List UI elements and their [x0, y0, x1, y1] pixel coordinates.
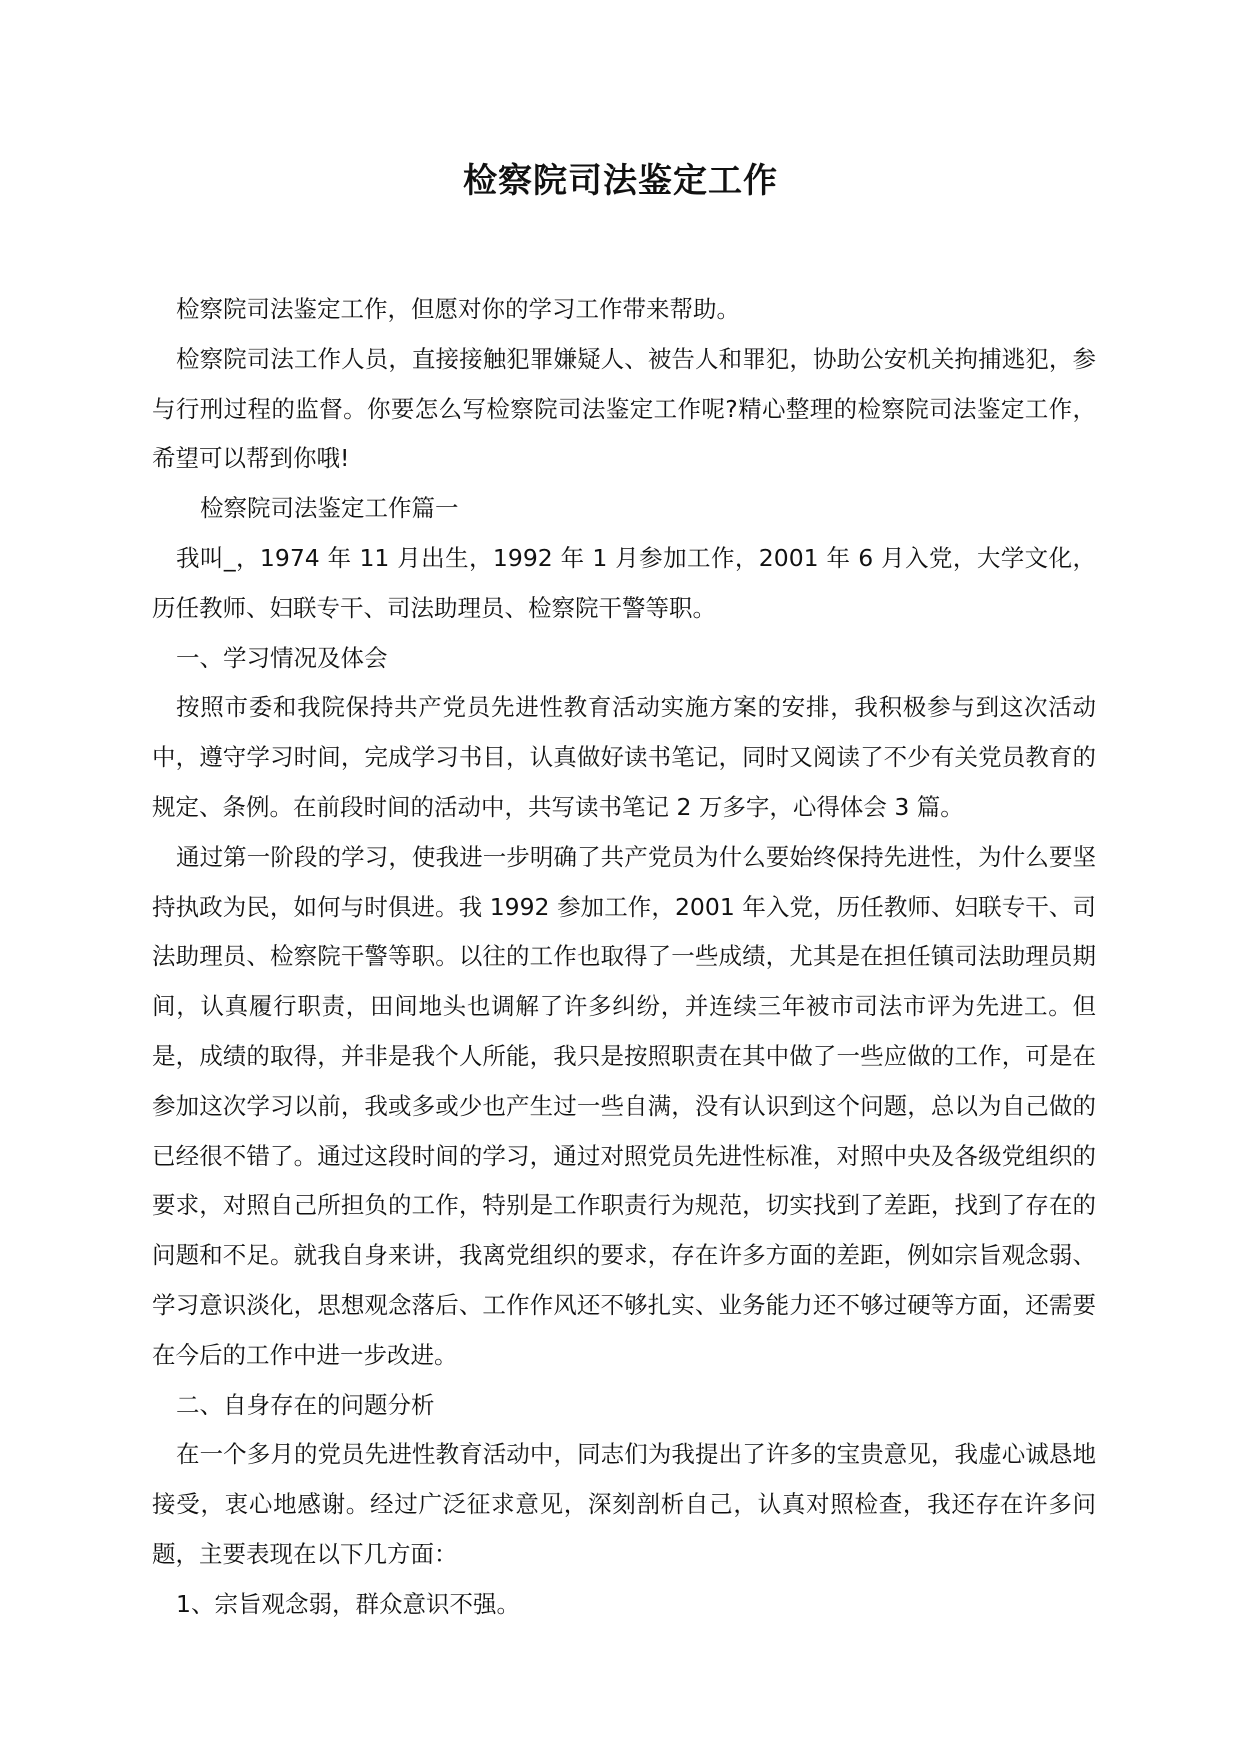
personal-info-paragraph: 我叫_，1974 年 11 月出生，1992 年 1 月参加工作，2001 年 6 月入党，大学文化，历任教师、妇联专干、司法助理员、检察院干警等职。 — [152, 543, 1096, 622]
section-heading-study: 一、学习情况及体会 — [176, 643, 388, 672]
problems-paragraph: 在一个多月的党员先进性教育活动中，同志们为我提出了许多的宝贵意见，我虚心诚恳地接受，衷心地感谢。经过广泛征求意见，深刻剖析自己，认真对照检查，我还存在许多问题，主要表现在以下几方面： — [152, 1440, 1096, 1568]
section-heading-part-one: 检察院司法鉴定工作篇一 — [200, 494, 459, 523]
document-title: 检察院司法鉴定工作 — [463, 161, 778, 201]
problem-item-1: 1、宗旨观念弱，群众意识不强。 — [176, 1589, 520, 1618]
section-heading-problems: 二、自身存在的问题分析 — [176, 1390, 435, 1419]
study-paragraph: 按照市委和我院保持共产党员先进性教育活动实施方案的安排，我积极参与到这次活动中，遵守学习时间，完成学习书目，认真做好读书笔记，同时又阅读了不少有关党员教育的规定、条例。在前段时间的活动中，共写读书笔记 2 万多字，心得体会 3 篇。 — [152, 693, 1096, 821]
document-body — [152, 285, 1096, 1630]
reflection-paragraph: 通过第一阶段的学习，使我进一步明确了共产党员为什么要始终保持先进性，为什么要坚持执政为民，如何与时俱进。我 1992 参加工作，2001 年入党，历任教师、妇联专干、司法助理员、检察院干警等职。以往的工作也取得了一些成绩，尤其是在担任镇司法助理员期间，认真履行职责，田间地头也调解了许多纠纷，并连续三年被市司法市评为先进工。但是，成绩的取得，并非是我个人所能，我只是按照职责在其中做了一些应做的工作，可是在参加这次学习以前，我或多或少也产生过一些自满，没有认识到这个问题，总以为自己做的已经很不错了。通过这段时间的学习，通过对照党员先进性标准，对照中央及各级党组织的要求，对照自己所担负的工作，特别是工作职责行为规范，切实找到了差距，找到了存在的问题和不足。就我自身来讲，我离党组织的要求，存在许多方面的差距，例如宗旨观念弱、学习意识淡化，思想观念落后、工作作风还不够扎实、业务能力还不够过硬等方面，还需要在今后的工作中进一步改进。 — [152, 842, 1096, 1369]
background-paragraph: 检察院司法工作人员，直接接触犯罪嫌疑人、被告人和罪犯，协助公安机关拘捕逃犯，参与行刑过程的监督。你要怎么写检察院司法鉴定工作呢?精心整理的检察院司法鉴定工作，希望可以帮到你哦! — [152, 344, 1096, 473]
intro-paragraph: 检察院司法鉴定工作，但愿对你的学习工作带来帮助。 — [176, 295, 740, 323]
